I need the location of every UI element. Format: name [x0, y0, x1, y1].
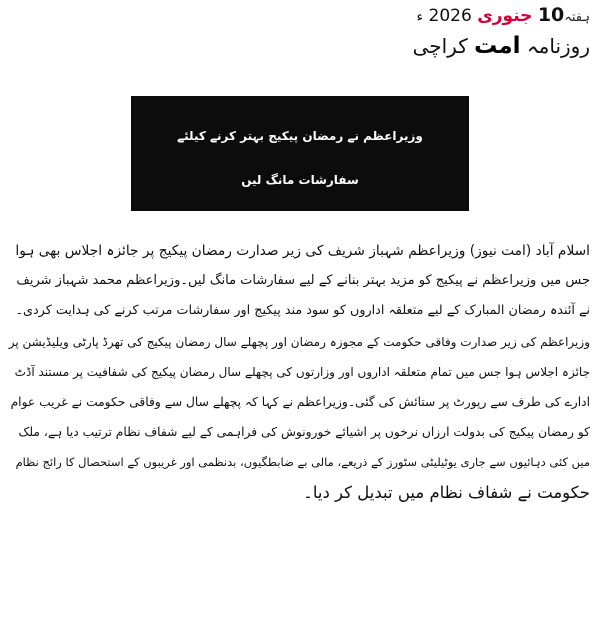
article-line: نے آئندہ رمضان المبارک کے لیے متعلقہ اداروں کو سود مند پیکیج اور سفارشات مرتب کرنے کی ہدایت کردی۔: [15, 303, 590, 319]
month-label: جنوری: [477, 6, 533, 26]
headline-line-1: وزیراعظم نے رمضان پیکیج بہتر کرنے کیلئے: [177, 129, 423, 143]
paper-brand: امت: [474, 33, 521, 59]
year-label: 2026: [428, 6, 472, 26]
article-line: جائزہ اجلاس ہوا جس میں تمام متعلقہ اداروں اور وزارتوں کی پچھلے سال رمضان پیکیج کی شفافیت پر مستند آڈٹ: [14, 364, 590, 379]
paper-name: [290, 33, 590, 59]
article-line: حکومت نے شفاف نظام میں تبدیل کر دیا۔: [303, 482, 590, 502]
year-mark: ء: [416, 9, 424, 25]
masthead: [290, 4, 590, 59]
day-number: 10: [537, 4, 565, 26]
article-line: جس میں وزیراعظم نے پیکیج کو مزید بہتر بنانے کے لیے سفارشات مانگ لیں۔وزیراعظم محمد شہباز شریف: [16, 273, 590, 289]
article-line: ادارے کی طرف سے رپورٹ پر ستائش کی گئی۔وزیراعظم نے کہا کہ پچھلے سال سے وفاقی حکومت نے غریب عوام: [10, 394, 590, 409]
paper-prefix: روزنامہ: [526, 34, 590, 58]
article-body: [8, 236, 590, 508]
article-line: میں کئی دہائیوں سے جاری یوٹیلیٹی سٹورز کے ذریعے، مالی بے ضابطگیوں، بدنظمی اور غریبوں کے استحصال کا رائج نظام: [15, 455, 590, 470]
headline-line-2: سفارشات مانگ لیں: [241, 173, 359, 187]
article-line: وزیراعظم کی زیر صدارت وفاقی حکومت کے مجوزہ رمضان اور پچھلے سال رمضان پیکیج کی تھرڈ پارٹی ویلیڈیشن پر: [8, 334, 590, 349]
date-line: [290, 4, 590, 29]
headline-box: [131, 96, 469, 211]
article-line: اسلام آباد (امت نیوز) وزیراعظم شہباز شریف کی زیر صدارت رمضان پیکیج پر جائزہ اجلاس بھی ہوا: [15, 243, 590, 259]
article-line: کو رمضان پیکیج کی بدولت ارزاں نرخوں پر اشیائے خورونوش کی فراہمی کے لیے شفاف نظام ترتیب دیا ہے، ملک: [18, 425, 590, 440]
day-label: ہفتہ: [564, 10, 590, 25]
paper-city: کراچی: [412, 34, 468, 58]
